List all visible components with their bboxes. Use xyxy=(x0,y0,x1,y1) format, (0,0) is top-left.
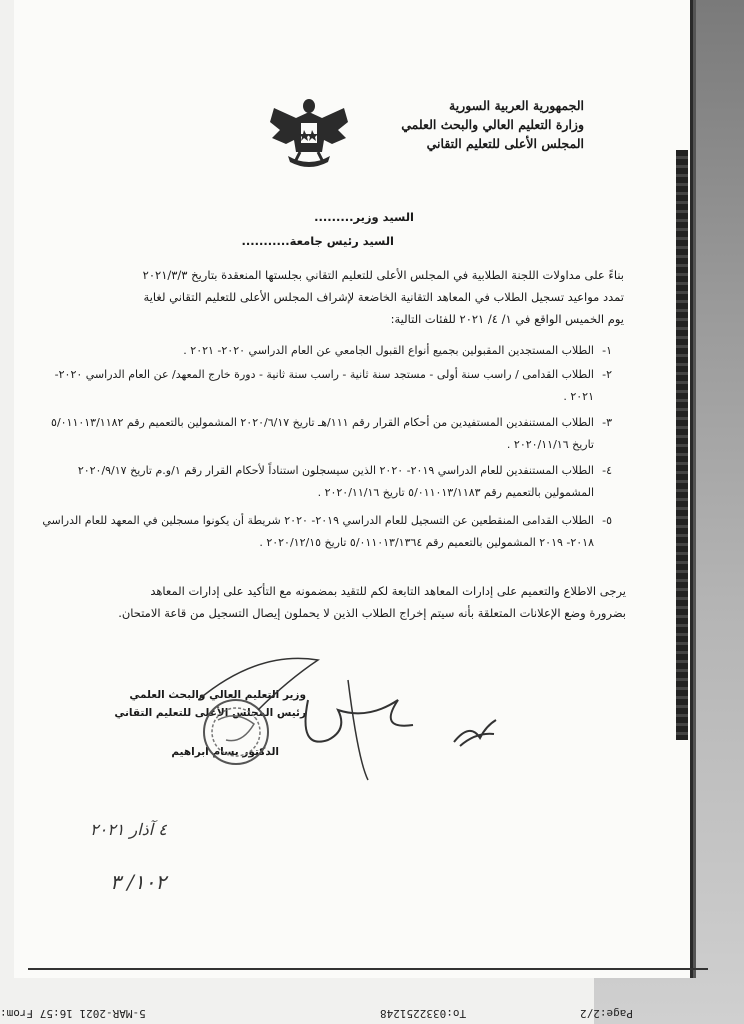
addressee-president: السيد رئيس جامعة........... xyxy=(241,234,394,248)
closing-paragraph: يرجى الاطلاع والتعميم على إدارات المعاهد التابعة لكم للتقيد بمضمونه مع التأكيد على إدارات المعاهد بضرورة وضع الإعلانات المتعلقة بأنه سيتم إخراج الطلاب الذين لا يحملون إيصال التسجيل من قاعة الامتحان. xyxy=(118,584,626,620)
eagle-emblem-icon xyxy=(266,94,352,174)
addressee-minister: السيد وزير......... xyxy=(314,210,414,224)
letterhead-line-3: المجلس الأعلى للتعليم التقاني xyxy=(426,136,584,151)
list-item-number: ٥- xyxy=(602,514,612,527)
list-item-text: الطلاب المستنفدين للعام الدراسي ٢٠١٩- ٢٠٢٠ الذين سيسجلون استناداً لأحكام القرار رقم ١/و.م تاريخ ٢٠٢٠/٩/١٧ المشمولين بالتعميم رقم ٥/٠١١٠١٣/١١٨٣ تاريخ ٢٠٢٠/١١/١٦ . xyxy=(77,464,594,499)
list-item xyxy=(34,412,612,456)
fax-header xyxy=(0,1000,744,1020)
fax-from: 5-MAR-2021 16:57 From: xyxy=(0,1007,146,1020)
letterhead-line-1: الجمهورية العربية السورية xyxy=(449,98,584,113)
list-item xyxy=(34,340,612,362)
list-item xyxy=(34,460,612,504)
list-item-number: ١- xyxy=(602,344,612,357)
fax-page: Page:2/2 xyxy=(580,1007,633,1020)
list-item-number: ٤- xyxy=(602,464,612,477)
list-item xyxy=(34,364,612,408)
initials-scribble-icon xyxy=(450,712,500,752)
list-item-number: ٢- xyxy=(602,368,612,381)
handwritten-date: ٤ آذار ٢٠٢١ xyxy=(90,820,167,839)
signature-title-1: وزير التعليم العالي والبحث العلمي xyxy=(129,689,306,701)
list-item-text: الطلاب القدامى / راسب سنة أولى - مستجد سنة ثانية - راسب سنة ثانية - دورة خارج المعهد/ عن العام الدراسي ٢٠٢٠- ٢٠٢١ . xyxy=(54,368,594,403)
intro-paragraph: بناءً على مداولات اللجنة الطلابية في المجلس الأعلى للتعليم التقاني بجلستها المنعقدة بتاريخ ٢٠٢١/٣/٣ تمدد مواعيد تسجيل الطلاب في المعاهد التقانية الخاضعة لإشراف المجلس الأعلى للتعليم التقاني لغاية يوم الخميس الواقع في ١/ ٤/ ٢٠٢١ للفئات التالية: xyxy=(142,268,624,326)
fax-to: To:0332251248 xyxy=(380,1007,467,1020)
signatory-name: الدكتور بسام ابراهيم xyxy=(171,746,279,758)
letterhead xyxy=(364,96,584,153)
signature-scribble-icon xyxy=(198,640,488,790)
list-item-text: الطلاب المستنفدين المستفيدين من أحكام القرار رقم ١١١/هـ تاريخ ٢٠٢٠/٦/١٧ المشمولين بالتعميم رقم ٥/٠١١٠١٣/١١٨٢ تاريخ ٢٠٢٠/١١/١٦ . xyxy=(51,416,594,451)
list-item xyxy=(34,510,612,554)
list-item-number: ٣- xyxy=(602,416,612,429)
signature-title-2: رئيس المجلس الأعلى للتعليم التقاني xyxy=(114,707,306,719)
list-item-text: الطلاب المستجدين المقبولين بجميع أنواع القبول الجامعي عن العام الدراسي ٢٠٢٠- ٢٠٢١ . xyxy=(183,344,594,357)
list-item-text: الطلاب القدامى المنقطعين عن التسجيل للعام الدراسي ٢٠١٩- ٢٠٢٠ شريطة أن يكونوا مسجلين في المعهد للعام الدراسي ٢٠١٨- ٢٠١٩ المشمولين بالتعميم رقم ٥/٠١١٠١٣/١٣٦٤ تاريخ ٢٠٢٠/١٢/١٥ . xyxy=(42,514,594,549)
letterhead-line-2: وزارة التعليم العالي والبحث العلمي xyxy=(401,117,584,132)
handwritten-number: ١٠٢/ ٣ xyxy=(110,870,167,894)
